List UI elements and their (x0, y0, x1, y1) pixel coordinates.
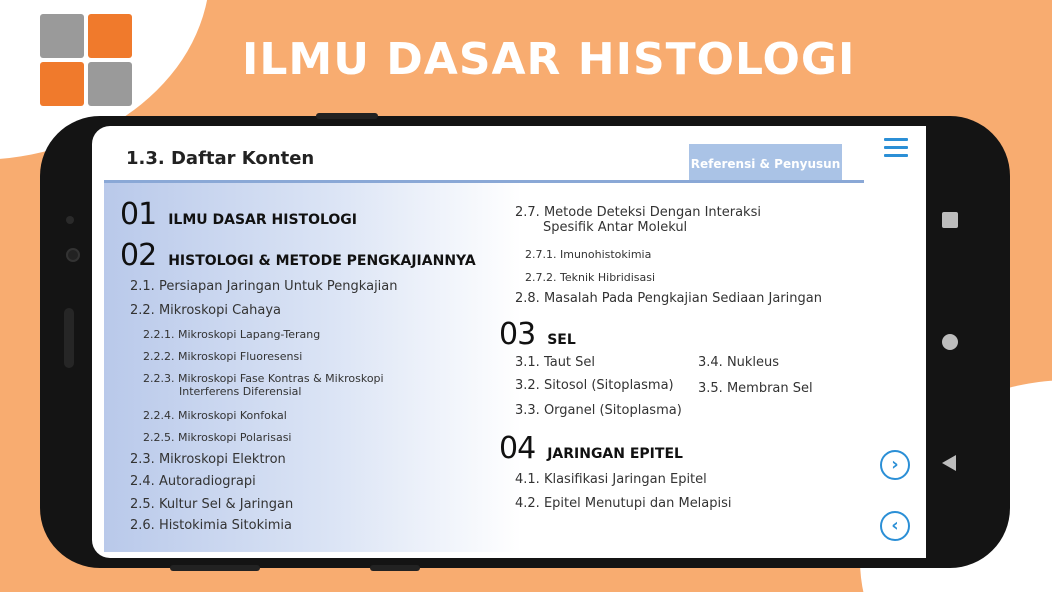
toc-item[interactable]: 3.2. Sitosol (Sitoplasma) (515, 378, 674, 393)
phone-side-button (170, 565, 260, 571)
back-button[interactable] (942, 455, 956, 471)
chapter-number: 02 (120, 238, 157, 273)
toc-item[interactable]: 4.2. Epitel Menutupi dan Melapisi (515, 496, 732, 511)
reference-button[interactable]: Referensi & Penyusun (689, 144, 842, 184)
toc-item[interactable]: 2.1. Persiapan Jaringan Untuk Pengkajian (130, 279, 398, 294)
recent-apps-button[interactable] (942, 212, 958, 228)
toc-subitem[interactable]: 2.2.1. Mikroskopi Lapang-Terang (143, 328, 321, 341)
camera-icon (66, 248, 80, 262)
toc-item[interactable] (515, 205, 761, 235)
chapter-heading[interactable] (120, 197, 357, 232)
speaker-grille (64, 308, 74, 368)
toc-item[interactable]: 3.5. Membran Sel (698, 381, 813, 396)
toc-item[interactable]: 2.5. Kultur Sel & Jaringan (130, 497, 294, 512)
table-of-contents (104, 180, 864, 552)
chapter-number: 01 (120, 197, 157, 232)
chapter-title: JARINGAN EPITEL (547, 446, 683, 462)
home-button[interactable] (942, 334, 958, 350)
chapter-title: SEL (547, 332, 576, 348)
hamburger-menu-icon[interactable] (884, 138, 908, 158)
chapter-heading[interactable] (499, 317, 576, 352)
toc-subitem[interactable]: 2.2.4. Mikroskopi Konfokal (143, 409, 287, 422)
banner-headline: ILMU DASAR HISTOLOGI (242, 34, 856, 85)
toc-subitem[interactable]: 2.7.1. Imunohistokimia (525, 248, 652, 261)
next-page-icon[interactable]: › (880, 450, 910, 480)
toc-subitem[interactable]: 2.7.2. Teknik Hibridisasi (525, 271, 656, 284)
phone-side-button (370, 565, 420, 571)
toc-subitem[interactable]: 2.2.2. Mikroskopi Fluoresensi (143, 350, 303, 363)
toc-subitem-line: 2.2.3. Mikroskopi Fase Kontras & Mikroskopi (143, 372, 384, 385)
toc-item[interactable]: 3.4. Nukleus (698, 355, 780, 370)
toc-item[interactable]: 3.3. Organel (Sitoplasma) (515, 403, 682, 418)
toc-item-line: 2.7. Metode Deteksi Dengan Interaksi (515, 205, 761, 220)
chapter-title: ILMU DASAR HISTOLOGI (168, 212, 358, 228)
chapter-heading[interactable] (499, 431, 683, 466)
chapter-heading[interactable] (120, 238, 476, 273)
previous-page-icon[interactable]: ‹ (880, 511, 910, 541)
toc-subitem-line: Interferens Diferensial (179, 385, 302, 398)
toc-item[interactable]: 2.3. Mikroskopi Elektron (130, 452, 286, 467)
page-title: 1.3. Daftar Konten (126, 148, 315, 169)
app-screen (92, 126, 926, 558)
phone-side-button (316, 113, 378, 119)
app-logo (40, 14, 134, 108)
toc-item[interactable]: 2.6. Histokimia Sitokimia (130, 518, 292, 533)
toc-item[interactable]: 4.1. Klasifikasi Jaringan Epitel (515, 472, 707, 487)
toc-item-line: Spesifik Antar Molekul (543, 220, 688, 235)
sensor-icon (66, 216, 74, 224)
toc-item[interactable]: 3.1. Taut Sel (515, 355, 596, 370)
toc-item[interactable]: 2.4. Autoradiograpi (130, 474, 256, 489)
toc-item[interactable]: 2.2. Mikroskopi Cahaya (130, 303, 282, 318)
chapter-title: HISTOLOGI & METODE PENGKAJIANNYA (168, 253, 476, 269)
toc-subitem[interactable] (143, 372, 384, 398)
toc-item[interactable]: 2.8. Masalah Pada Pengkajian Sediaan Jaringan (515, 291, 822, 306)
chapter-number: 04 (499, 431, 536, 466)
chapter-number: 03 (499, 317, 536, 352)
toc-subitem[interactable]: 2.2.5. Mikroskopi Polarisasi (143, 431, 292, 444)
